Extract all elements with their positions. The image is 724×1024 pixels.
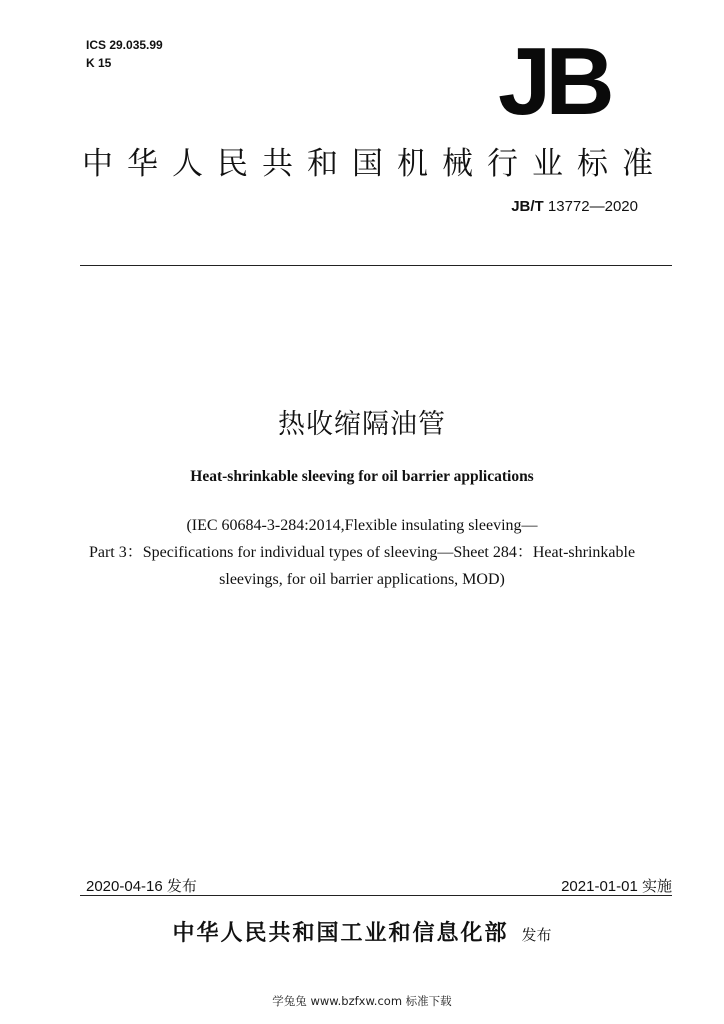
document-title-cn: 热收缩隔油管	[278, 409, 446, 440]
bottom-divider	[80, 895, 672, 896]
issuer-line	[0, 916, 724, 947]
jb-logo-text: JB	[498, 28, 609, 135]
publish-date: 2020-04-16 发布	[86, 878, 197, 895]
implement-date: 2021-01-01 实施	[561, 878, 672, 895]
document-title-en: Heat-shrinkable sleeving for oil barrier applications	[190, 468, 534, 485]
issuer-org: 中华人民共和国工业和信息化部	[172, 921, 509, 946]
jb-logo	[498, 28, 638, 135]
top-divider	[80, 265, 672, 266]
standard-number	[511, 198, 638, 215]
ics-code: ICS 29.035.99	[86, 38, 163, 52]
footer-watermark: 学兔兔 www.bzfxw.com 标准下载	[272, 994, 452, 1008]
iec-reference	[62, 512, 662, 593]
reference-line-1: (IEC 60684-3-284:2014,Flexible insulating sleeving—	[186, 517, 538, 534]
issuer-action: 发布	[521, 926, 552, 944]
standard-number-value: 13772—2020	[547, 198, 638, 215]
standard-category-title: 中华人民共和国机械行业标准	[82, 146, 667, 182]
standard-prefix: JB/T	[511, 198, 544, 215]
reference-line-2: Part 3：Specifications for individual types of sleeving—Sheet 284：Heat-shrinkable	[88, 544, 636, 561]
classification-block	[86, 36, 163, 72]
reference-line-3: sleevings, for oil barrier applications, MOD)	[219, 571, 505, 588]
class-code: K 15	[86, 56, 112, 70]
